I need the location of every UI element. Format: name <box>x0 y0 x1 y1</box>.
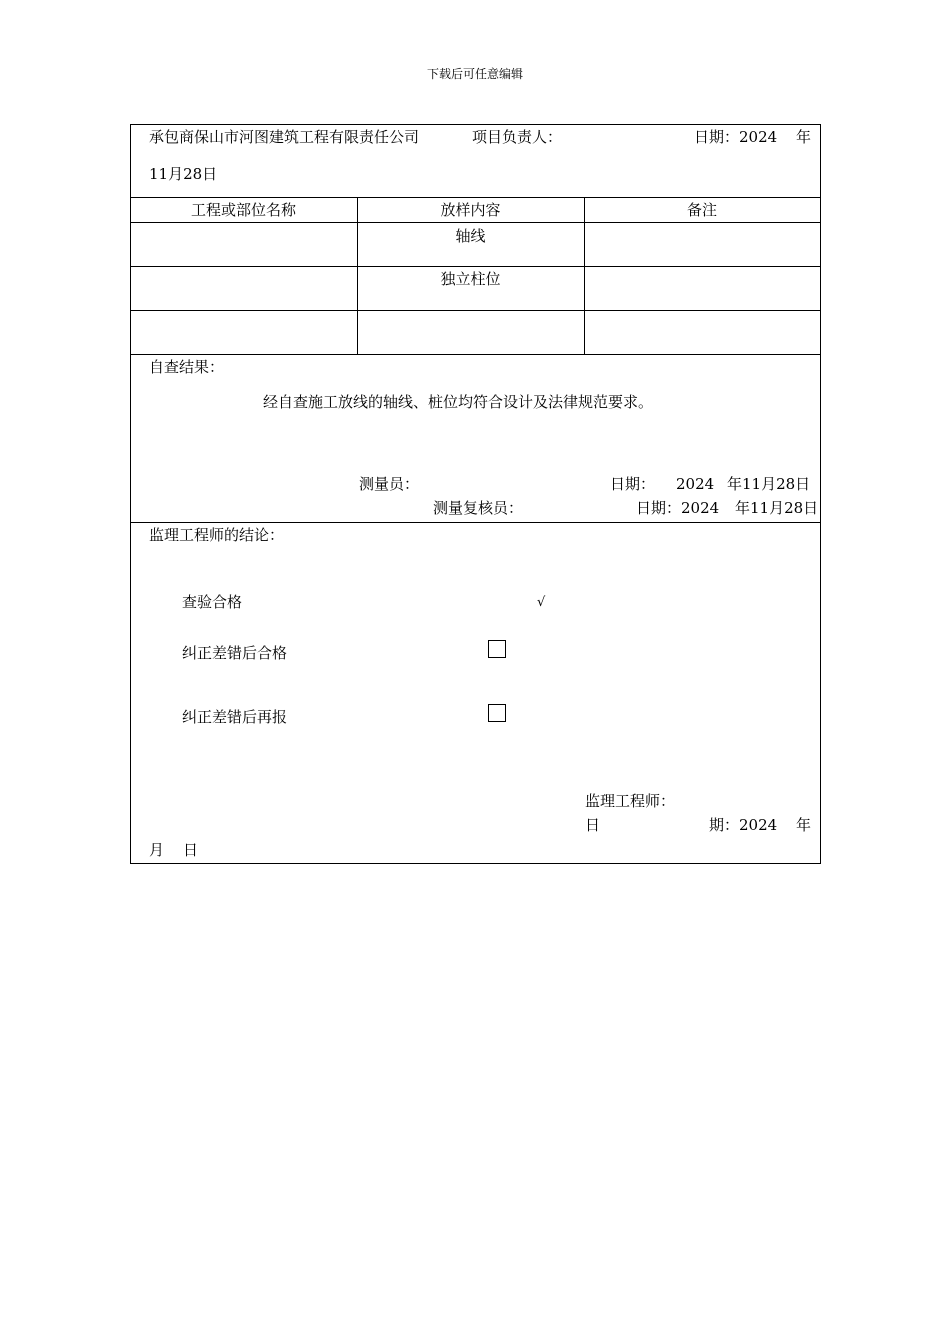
supervisor-date-ri: 日 <box>585 816 601 834</box>
table-rule <box>130 310 821 311</box>
table-rule <box>130 522 821 523</box>
supervisor-conclusion-label: 监理工程师的结论： <box>149 526 285 544</box>
surveyor-label: 测量员： <box>359 475 420 493</box>
self-check-statement: 经自查施工放线的轴线、桩位均符合设计及法律规范要求。 <box>263 393 654 411</box>
reviewer-date-rest: 年11月28日 <box>735 499 819 517</box>
supervisor-date-day: 日 <box>183 841 199 859</box>
top-date-rest: 11月28日 <box>149 165 218 183</box>
supervising-engineer-label: 监理工程师： <box>585 792 676 810</box>
supervisor-date-qi: 期：2024 <box>709 816 778 834</box>
table-border-left <box>130 124 131 864</box>
top-date-year-char: 年 <box>796 128 812 146</box>
project-lead-label: 项目负责人： <box>472 128 563 146</box>
table-rule <box>130 354 821 355</box>
table-border-right <box>820 124 821 864</box>
option-pass-checkmark: √ <box>537 595 546 610</box>
option-pass-after-correction-label: 纠正差错后合格 <box>182 644 288 662</box>
option-resubmit-label: 纠正差错后再报 <box>182 708 288 726</box>
top-date-label: 日期：2024 <box>694 128 778 146</box>
reviewer-label: 测量复核员： <box>433 499 524 517</box>
self-check-label: 自查结果： <box>149 358 225 376</box>
header-note: 下载后可任意编辑 <box>426 67 523 81</box>
header-layout-content: 放样内容 <box>440 201 501 219</box>
header-remarks: 备注 <box>686 201 717 219</box>
surveyor-date-rest: 年11月28日 <box>727 475 811 493</box>
supervisor-date-month: 月 <box>149 841 165 859</box>
table-rule <box>130 222 821 223</box>
table-cell: 独立柱位 <box>440 270 501 288</box>
option-pass-after-correction-checkbox[interactable] <box>488 640 506 658</box>
contractor-name: 承包商保山市河图建筑工程有限责任公司 <box>149 128 420 146</box>
table-cell: 轴线 <box>455 227 486 245</box>
column-divider <box>584 197 585 354</box>
table-rule <box>130 197 821 198</box>
reviewer-date: 日期：2024 <box>636 499 720 517</box>
supervisor-date-year-char: 年 <box>796 816 812 834</box>
table-border-bottom <box>130 863 821 864</box>
table-rule <box>130 266 821 267</box>
surveyor-date-label: 日期： <box>610 475 656 493</box>
surveyor-date-year: 2024 <box>676 475 715 493</box>
option-resubmit-checkbox[interactable] <box>488 704 506 722</box>
option-pass-label: 查验合格 <box>182 593 243 611</box>
table-border-top <box>130 124 821 125</box>
header-part-name: 工程或部位名称 <box>190 201 296 219</box>
